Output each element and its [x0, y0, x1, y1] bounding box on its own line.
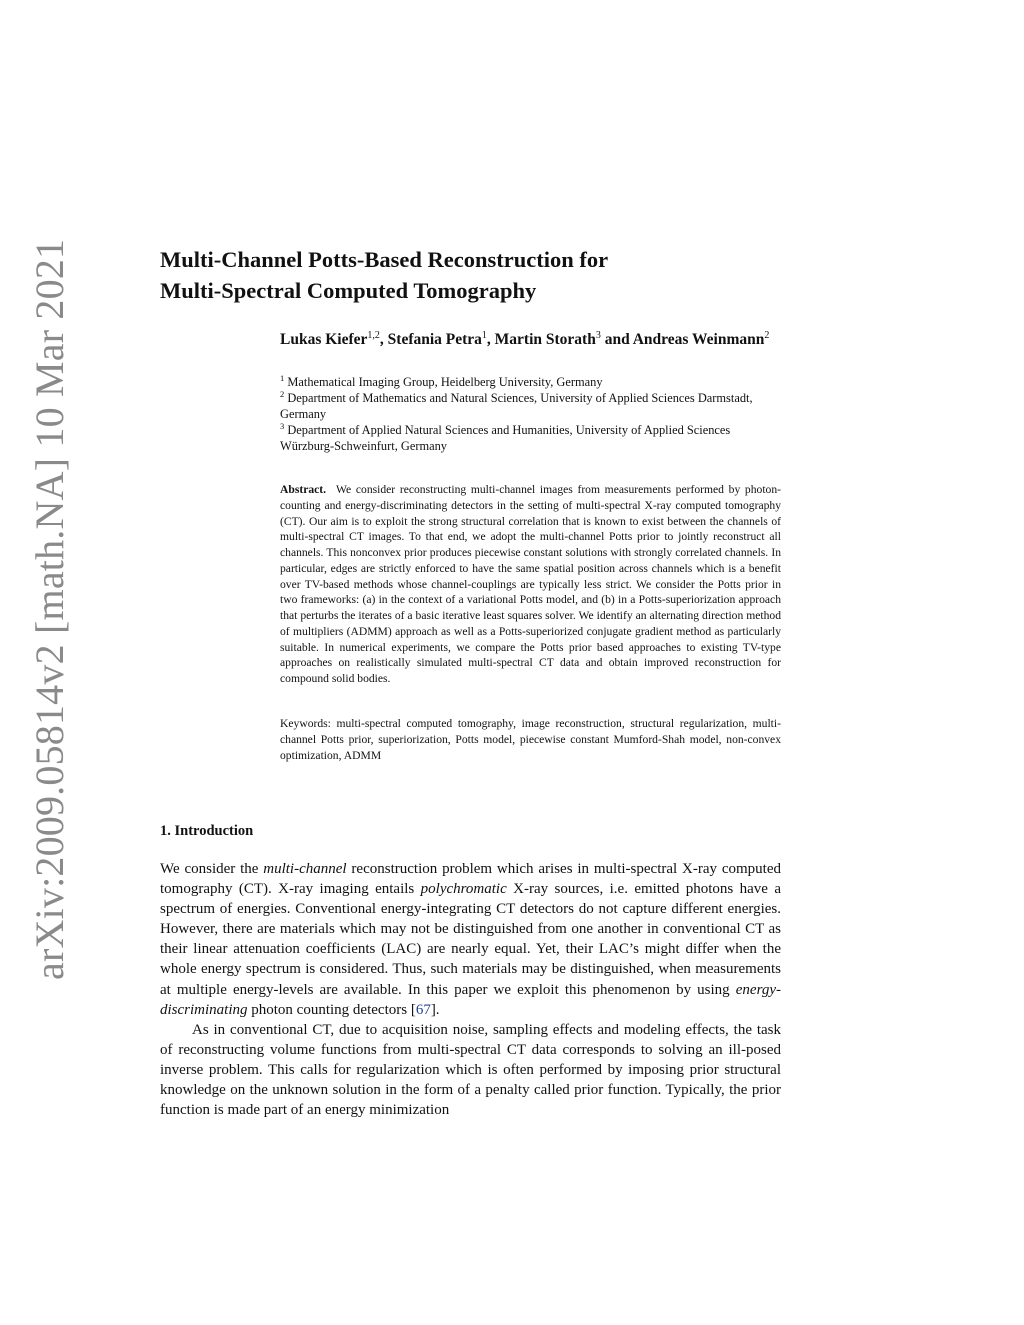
- affiliation-item: $^1$ Mathematical Imaging Group, Heidelberg University, Germany: [280, 373, 603, 389]
- paper-title-line-2: Multi-Spectral Computed Tomography: [160, 278, 537, 303]
- author-name: , Martin Storath: [486, 331, 596, 348]
- author-affiliation-mark: 1,2: [367, 330, 380, 341]
- section-heading-introduction: 1. Introduction: [160, 823, 254, 839]
- author-name: Lukas Kiefer: [280, 331, 368, 348]
- author-name: , Stefania Petra: [379, 331, 482, 348]
- intro-paragraph-1: We consider the multi-channel reconstruction problem which arises in multi-spectral X-ray computed tomography (CT). X-ray imaging entails polychromatic X-ray sources, i.e. emitted photons have a spectrum of energies. Conventional energy-integrating CT detectors do not capture different energies. However, there are materials which may not be distinguished from one another in conventional CT as their linear attenuation coefficients (LAC) are nearly equal. Yet, their LAC’s might differ when the whole energy spectrum is considered. Thus, such materials may be distinguished, when measurements at multiple energy-levels are available. In this paper we exploit this phenomenon by using energy-discriminating photon counting detectors [67].: [160, 861, 781, 1018]
- paper-title: [160, 244, 800, 306]
- author-name: and Andreas Weinmann: [600, 331, 765, 348]
- keywords: Keywords: multi-spectral computed tomography, image reconstruction, structural regularization, multi-channel Potts prior, superiorization, Potts model, piecewise constant Mumford-Shah model, non-convex optimization, ADMM: [280, 717, 781, 762]
- author-affiliation-mark: 2: [764, 330, 770, 341]
- paper-title-line-1: Multi-Channel Potts-Based Reconstruction for: [160, 247, 609, 272]
- abstract: [280, 482, 781, 687]
- introduction-body: [160, 859, 781, 1120]
- author-list: [280, 330, 780, 349]
- abstract-text: We consider reconstructing multi-channel images from measurements performed by photon-counting and energy-discriminating detectors in the setting of multi-spectral X-ray computed tomography (CT). Our aim is to exploit the strong structural correlation that is known to exist between the channels of multi-spectral CT images. To that end, we adopt the multi-channel Potts prior to jointly reconstruct all channels. This nonconvex prior produces piecewise constant solutions with strongly correlated channels. In particular, edges are strictly enforced to have the same spatial position across channels which is a benefit over TV-based methods whose channel-couplings are typically less strict. We consider the Potts prior in two frameworks: (a) in the context of a variational Potts model, and (b) in a Potts-superiorization approach that perturbs the iterates of a basic iterative least squares solver. We identify an alternating direction method of multipliers (ADMM) approach as well as a Potts-superiorized conjugate gradient method as particularly suitable. In numerical experiments, we compare the Potts prior based approaches to existing TV-type approaches on realistically simulated multi-spectral CT data and obtain improved reconstruction for compound solid bodies.: [280, 483, 781, 685]
- abstract-label: Abstract.: [280, 483, 327, 496]
- intro-paragraph-2: As in conventional CT, due to acquisition noise, sampling effects and modeling effects, the task of reconstructing volume functions from multi-spectral CT data corresponds to solving an ill-posed inverse problem. This calls for regularization which is often performed by imposing prior structural knowledge on the unknown solution in the form of a penalty called prior function. Typically, the prior function is made part of an energy minimization: [160, 1021, 781, 1119]
- arxiv-identifier-stamp: arXiv:2009.05814v2 [math.NA] 10 Mar 2021: [27, 238, 72, 980]
- author-affiliation-mark: 1: [481, 330, 487, 341]
- affiliation-item: $^2$ Department of Mathematics and Natural Sciences, University of Applied Sciences Darmstadt, Germany: [280, 389, 753, 421]
- affiliation-list: [280, 374, 780, 454]
- affiliation-item: $^3$ Department of Applied Natural Sciences and Humanities, University of Applied Sciences Würzburg-Schweinfurt, Germany: [280, 421, 731, 453]
- author-affiliation-mark: 3: [595, 330, 601, 341]
- citation-link[interactable]: 67: [415, 1001, 431, 1018]
